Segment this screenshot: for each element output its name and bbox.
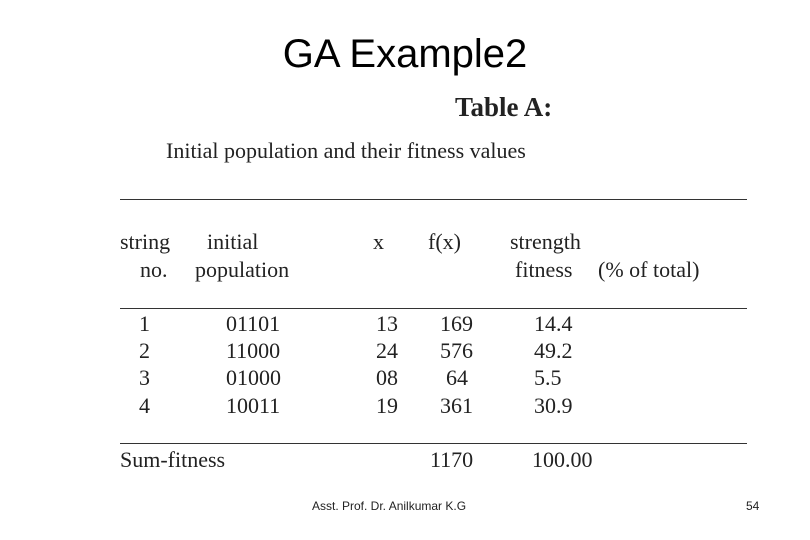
header-no: no. [140, 257, 168, 282]
page-number: 54 [746, 499, 760, 513]
summary-fx-total: 1170 [430, 447, 474, 472]
cell-fitness: 14.4 [534, 311, 573, 336]
table-caption: Initial population and their fitness values [166, 138, 526, 163]
cell-fx: 169 [440, 311, 473, 336]
header-fx: f(x) [428, 229, 461, 254]
table-heading: Table A: [455, 92, 553, 122]
table-summary-rule [120, 443, 747, 444]
cell-x: 24 [376, 338, 398, 363]
header-strength: strength [510, 229, 581, 254]
cell-population: 10011 [226, 393, 281, 418]
summary-fitness-total: 100.00 [532, 447, 593, 472]
cell-fitness: 5.5 [534, 365, 562, 390]
cell-no: 2 [139, 338, 150, 363]
table-header-rule [120, 308, 747, 309]
header-percent: (% of total) [598, 257, 700, 282]
header-string: string [120, 229, 171, 254]
cell-x: 08 [376, 365, 398, 390]
cell-fitness: 30.9 [534, 393, 573, 418]
slide-footer: Asst. Prof. Dr. Anilkumar K.G [312, 499, 467, 513]
header-fitness: fitness [515, 257, 573, 282]
summary-label: Sum-fitness [120, 447, 226, 472]
slide-title: GA Example2 [282, 32, 528, 76]
cell-no: 4 [139, 393, 150, 418]
cell-population: 01101 [226, 311, 281, 336]
cell-x: 19 [376, 393, 398, 418]
header-initial: initial [207, 229, 259, 254]
cell-population: 11000 [226, 338, 281, 363]
table-top-rule [120, 199, 747, 200]
cell-fx: 64 [446, 365, 468, 390]
cell-fitness: 49.2 [534, 338, 573, 363]
cell-no: 1 [139, 311, 150, 336]
header-population: population [195, 257, 290, 282]
cell-population: 01000 [226, 365, 281, 390]
cell-no: 3 [139, 365, 150, 390]
cell-fx: 576 [440, 338, 473, 363]
header-x: x [373, 229, 384, 254]
cell-fx: 361 [440, 393, 473, 418]
cell-x: 13 [376, 311, 398, 336]
